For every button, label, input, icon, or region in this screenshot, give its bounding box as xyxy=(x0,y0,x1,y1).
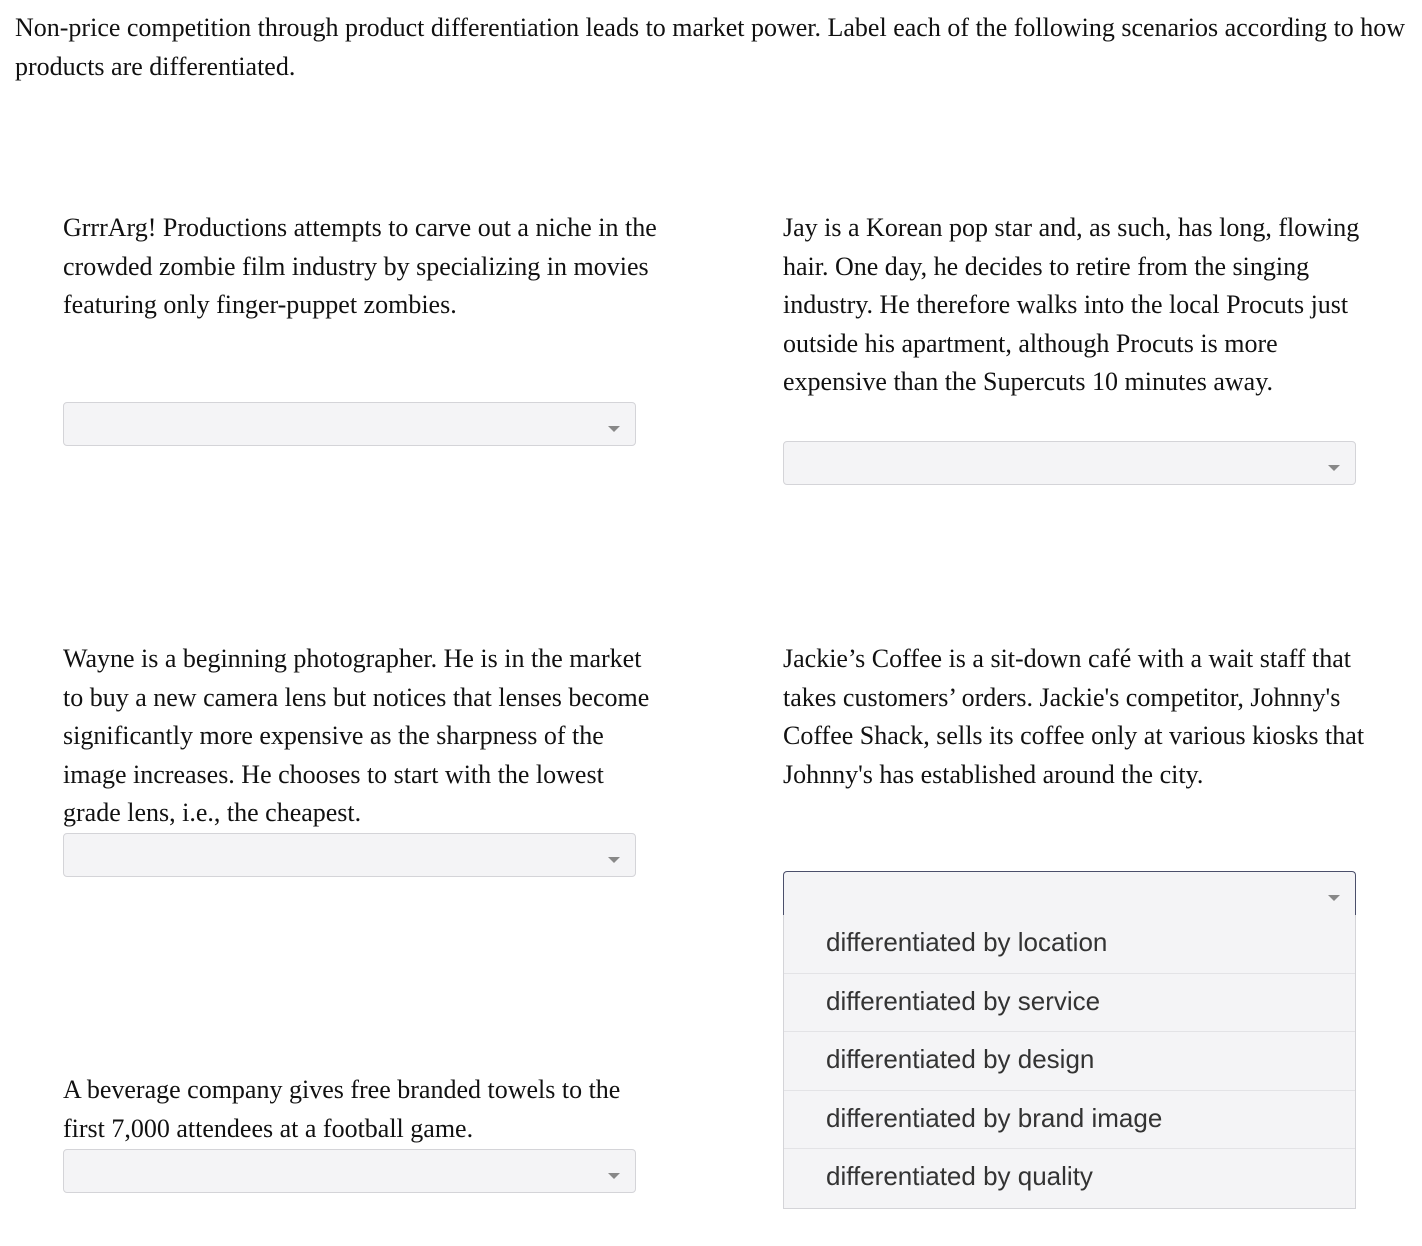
scenario-text: A beverage company gives free branded towels to the first 7,000 attendees at a football game. xyxy=(63,1075,621,1143)
scenario-5-select[interactable] xyxy=(63,1149,636,1193)
scenario-card-3 xyxy=(63,640,663,833)
scenario-card-4 xyxy=(783,640,1383,794)
scenario-text: Jackie’s Coffee is a sit-down café with a wait staff that takes customers’ orders. Jackie's competitor, Johnny's Coffee Shack, sells its coffee only at various kiosks that Johnny's has established around the city. xyxy=(783,644,1365,789)
instructions-text: Non-price competition through product differentiation leads to market power. Label each of the following scenarios according to how products are differentiated. xyxy=(15,13,1406,81)
scenario-2-select[interactable] xyxy=(783,441,1356,485)
dropdown-menu xyxy=(783,915,1356,1209)
dropdown-option-location[interactable]: differentiated by location xyxy=(784,915,1355,974)
scenario-card-1 xyxy=(63,209,663,325)
scenario-text: Wayne is a beginning photographer. He is in the market to buy a new camera lens but notices that lenses become significantly more expensive as the sharpness of the image increases. He chooses to start with the lowest grade lens, i.e., the cheapest. xyxy=(63,644,650,827)
scenario-1-select[interactable] xyxy=(63,402,636,446)
dropdown-option-quality[interactable]: differentiated by quality xyxy=(826,1161,1093,1192)
caret-down-icon xyxy=(608,857,620,863)
dropdown-option-design[interactable]: differentiated by design xyxy=(784,1032,1355,1091)
scenario-text: GrrrArg! Productions attempts to carve out a niche in the crowded zombie film industry by specializing in movies featuring only finger-puppet zombies. xyxy=(63,213,657,319)
scenario-text: Jay is a Korean pop star and, as such, has long, flowing hair. One day, he decides to retire from the singing industry. He therefore walks into the local Procuts just outside his apartment, although Procuts is more expensive than the Supercuts 10 minutes away. xyxy=(783,213,1360,396)
caret-down-icon xyxy=(1328,895,1340,901)
dropdown-option-brand-image[interactable]: differentiated by brand image xyxy=(784,1091,1355,1150)
side-watermark xyxy=(0,20,6,250)
scenario-card-5 xyxy=(63,1071,663,1148)
scenario-card-2 xyxy=(783,209,1383,402)
dropdown-option-service[interactable]: differentiated by service xyxy=(784,974,1355,1033)
caret-down-icon xyxy=(608,426,620,432)
scenario-4-select[interactable] xyxy=(783,871,1356,915)
caret-down-icon xyxy=(608,1173,620,1179)
caret-down-icon xyxy=(1328,465,1340,471)
scenario-3-select[interactable] xyxy=(63,833,636,877)
